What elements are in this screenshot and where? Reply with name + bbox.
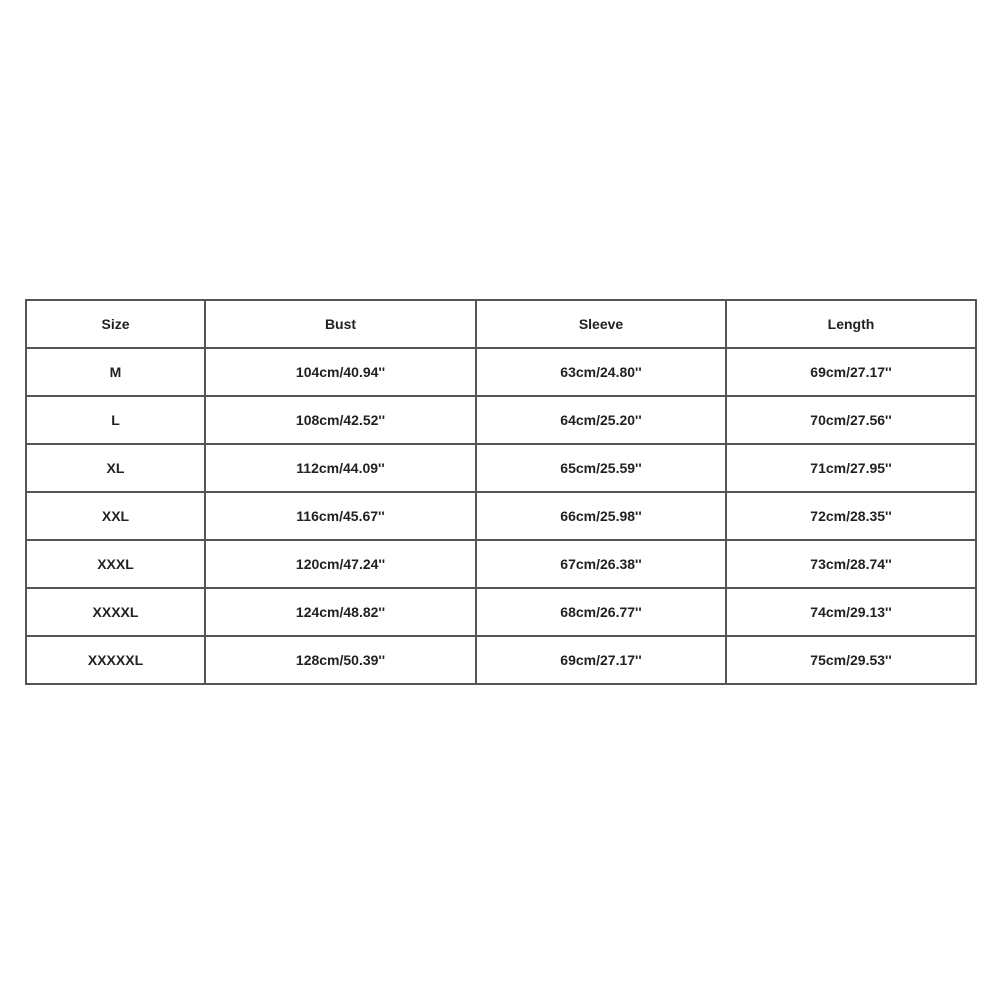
cell-bust: 104cm/40.94'' [205,348,476,396]
size-chart-table [25,299,977,685]
table-header-row [26,300,976,348]
cell-sleeve: 65cm/25.59'' [476,444,726,492]
cell-size: XXXXXL [26,636,205,684]
table-row [26,492,976,540]
cell-sleeve: 67cm/26.38'' [476,540,726,588]
header-size: Size [26,300,205,348]
cell-sleeve: 69cm/27.17'' [476,636,726,684]
cell-bust: 112cm/44.09'' [205,444,476,492]
cell-length: 74cm/29.13'' [726,588,976,636]
cell-size: XXL [26,492,205,540]
table-row [26,588,976,636]
cell-size: XXXL [26,540,205,588]
table-row [26,636,976,684]
cell-bust: 116cm/45.67'' [205,492,476,540]
cell-sleeve: 66cm/25.98'' [476,492,726,540]
cell-bust: 128cm/50.39'' [205,636,476,684]
table-row [26,444,976,492]
cell-bust: 108cm/42.52'' [205,396,476,444]
cell-length: 75cm/29.53'' [726,636,976,684]
cell-length: 70cm/27.56'' [726,396,976,444]
cell-size: XXXXL [26,588,205,636]
cell-length: 73cm/28.74'' [726,540,976,588]
cell-size: XL [26,444,205,492]
cell-bust: 120cm/47.24'' [205,540,476,588]
cell-size: L [26,396,205,444]
table-row [26,540,976,588]
cell-sleeve: 63cm/24.80'' [476,348,726,396]
cell-bust: 124cm/48.82'' [205,588,476,636]
cell-length: 69cm/27.17'' [726,348,976,396]
cell-sleeve: 68cm/26.77'' [476,588,726,636]
cell-sleeve: 64cm/25.20'' [476,396,726,444]
header-sleeve: Sleeve [476,300,726,348]
table-row [26,348,976,396]
header-length: Length [726,300,976,348]
header-bust: Bust [205,300,476,348]
cell-length: 71cm/27.95'' [726,444,976,492]
cell-size: M [26,348,205,396]
cell-length: 72cm/28.35'' [726,492,976,540]
table-row [26,396,976,444]
